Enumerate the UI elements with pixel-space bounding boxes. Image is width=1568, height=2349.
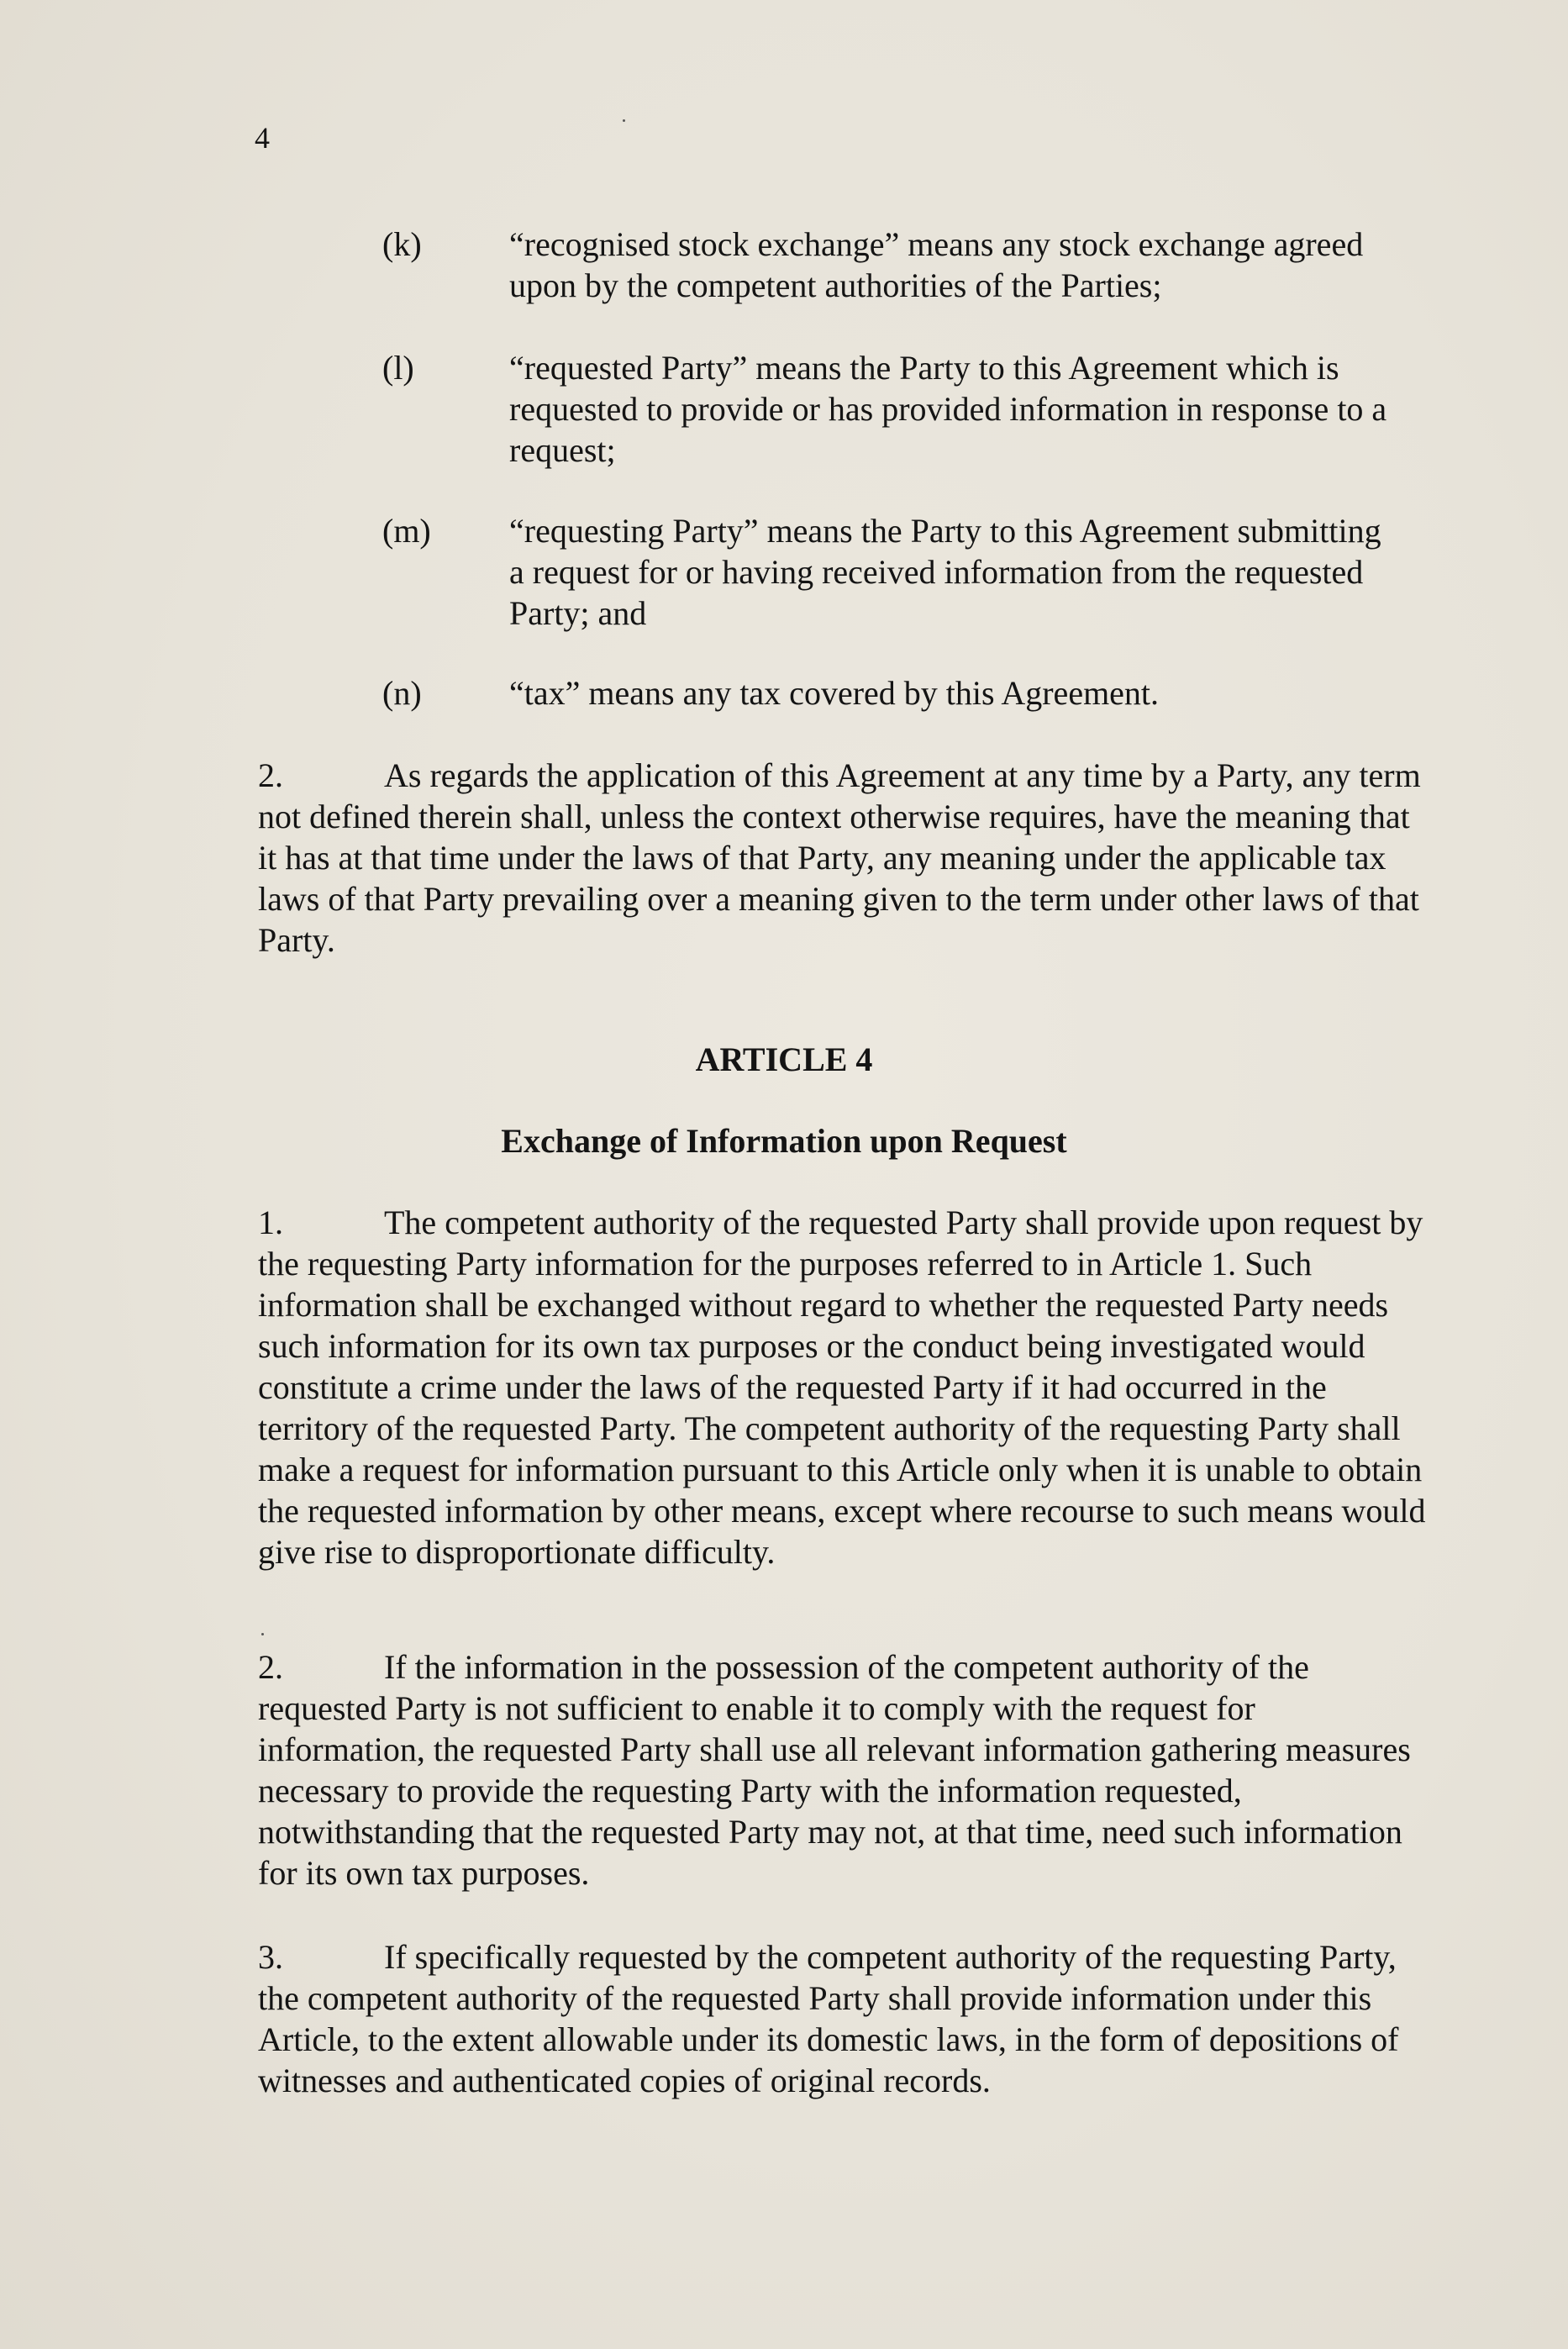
definition-letter: (n): [382, 674, 422, 712]
paragraph-number: 2.: [258, 756, 283, 794]
paragraph-number: 1.: [258, 1203, 283, 1241]
article-4-paragraph-1: [258, 1202, 1426, 1572]
article-heading: ARTICLE 4: [695, 1040, 873, 1078]
article-subheading: Exchange of Information upon Request: [501, 1122, 1067, 1160]
definition-item-k: [382, 224, 1433, 306]
article-4-paragraph-2: [258, 1646, 1426, 1893]
definition-letter: (k): [382, 225, 422, 263]
scan-speck: [261, 1633, 264, 1635]
paragraph-text: As regards the application of this Agreement at any time by a Party, any term not defined therein shall, unless the context otherwise requires, have the meaning that it has at that time under the laws of that Party, any meaning under the applicable tax laws of that Party prevailing over a meaning given to the term under other laws of that Party.: [258, 756, 1421, 959]
definition-item-n: [382, 672, 1433, 714]
definition-text: “tax” means any tax covered by this Agreement.: [509, 674, 1160, 712]
definition-letter: (l): [382, 349, 414, 387]
article-4-paragraph-3: [258, 1936, 1426, 2101]
paragraph-number: 2.: [258, 1648, 283, 1686]
paragraph-text: If the information in the possession of the competent authority of the requested Party is not sufficient to enable it to comply with the request for information, the requested Party shall use all relevant information gathering measures necessary to provide the requesting Party with the information requested, notwithstanding that the requested Party may not, at that time, need such information for its own tax purposes.: [258, 1648, 1411, 1892]
scan-speck: [623, 119, 625, 122]
definition-text: “requested Party” means the Party to this Agreement which is requested to provide or has provided information in response to a request;: [509, 349, 1387, 469]
definition-item-l: [382, 347, 1433, 471]
definition-text: “recognised stock exchange” means any stock exchange agreed upon by the competent authorities of the Parties;: [509, 225, 1364, 304]
page-number: 4: [255, 121, 270, 155]
definition-item-m: [382, 510, 1433, 634]
paragraph-text: If specifically requested by the competent authority of the requesting Party, the competent authority of the requested Party shall provide information under this Article, to the extent allowable under its domestic laws, in the form of depositions of witnesses and authenticated copies of original records.: [258, 1938, 1399, 2099]
paragraph-number: 3.: [258, 1938, 283, 1976]
article-3-paragraph-2: [258, 755, 1426, 961]
definition-letter: (m): [382, 512, 431, 550]
definition-text: “requesting Party” means the Party to this Agreement submitting a request for or having received information from the requested Party; and: [509, 512, 1381, 632]
paragraph-text: The competent authority of the requested Party shall provide upon request by the requesting Party information for the purposes referred to in Article 1. Such information shall be exchanged without regard to whether the requested Party needs such information for its own tax purposes or the conduct being investigated would constitute a crime under the laws of the requested Party if it had occurred in the territory of the requested Party. The competent authority of the requesting Party shall make a request for information pursuant to this Article only when it is unable to obtain the requested information by other means, except where recourse to such means would give rise to disproportionate difficulty.: [258, 1203, 1426, 1571]
